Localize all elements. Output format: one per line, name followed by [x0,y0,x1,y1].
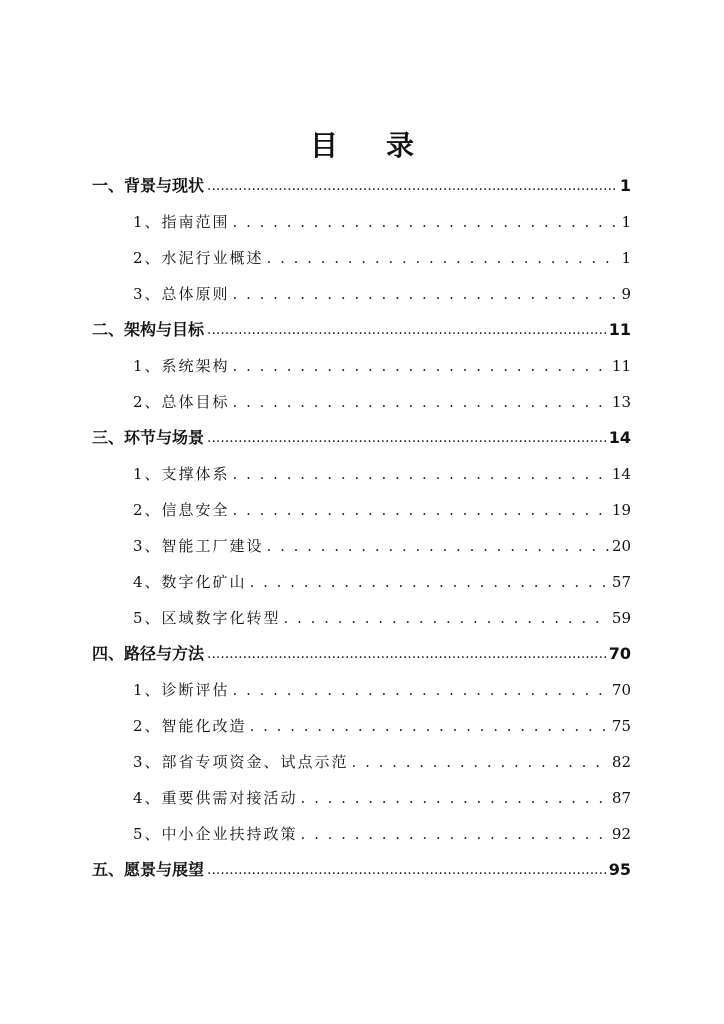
dot-leader [301,820,609,848]
toc-entry-subsection[interactable] [133,784,631,812]
toc-entry-label: 1、系统架构 [133,357,230,375]
toc-entry-subsection[interactable] [133,712,631,740]
dot-leader [207,639,606,668]
toc-entry-subsection[interactable] [133,496,631,524]
toc-entry-section-3[interactable] [92,424,631,452]
toc-entry-section-2[interactable] [92,316,631,344]
dot-leader [352,748,609,776]
toc-entry-page: 95 [608,860,631,879]
dot-leader [233,460,609,488]
toc-entry-page: 19 [611,501,631,519]
toc-entry-label: 3、智能工厂建设 [133,537,264,555]
toc-entry-label: 2、信息安全 [133,501,230,519]
toc-title-char: 录 [386,129,415,162]
toc-entry-label: 2、水泥行业概述 [133,249,264,267]
dot-leader [301,784,609,812]
toc-entry-subsection[interactable] [133,676,631,704]
toc-entry-label: 1、支撑体系 [133,465,230,483]
dot-leader [267,244,619,272]
toc-entry-label: 2、智能化改造 [133,717,247,735]
toc-entry-label: 三、环节与场景 [92,428,205,447]
toc-entry-subsection[interactable] [133,748,631,776]
dot-leader [233,676,609,704]
dot-leader [233,280,619,308]
toc-entry-label: 四、路径与方法 [92,644,205,663]
toc-entry-label: 一、背景与现状 [92,176,205,195]
toc-entry-page: 11 [608,320,631,339]
toc-entry-page: 82 [611,753,631,771]
toc-entry-page: 9 [621,285,631,303]
dot-leader [207,423,606,452]
toc-entry-label: 5、区域数字化转型 [133,609,281,627]
toc-entry-label: 1、诊断评估 [133,681,230,699]
toc-entry-page: 75 [611,717,631,735]
toc-entry-subsection[interactable] [133,460,631,488]
toc-entry-page: 92 [611,825,631,843]
toc-entry-page: 14 [608,428,631,447]
dot-leader [233,208,619,236]
toc-entry-label: 2、总体目标 [133,393,230,411]
toc-entry-page: 13 [611,393,631,411]
toc-entry-label: 5、中小企业扶持政策 [133,825,298,843]
dot-leader [284,604,609,632]
dot-leader [250,568,609,596]
toc-entry-page: 11 [611,357,631,375]
toc-entry-page: 57 [611,573,631,591]
toc-entry-label: 3、总体原则 [133,285,230,303]
toc-entry-page: 1 [619,176,631,195]
dot-leader [233,388,609,416]
toc-entry-subsection[interactable] [133,352,631,380]
toc-title [0,126,724,166]
toc-entry-label: 4、重要供需对接活动 [133,789,298,807]
toc-entry-page: 59 [611,609,631,627]
toc-entry-page: 87 [611,789,631,807]
toc-entry-section-1[interactable] [92,172,631,200]
dot-leader [207,855,606,884]
toc-entry-section-4[interactable] [92,640,631,668]
toc-entry-subsection[interactable] [133,244,631,272]
dot-leader [267,532,609,560]
toc-entry-page: 70 [608,644,631,663]
dot-leader [233,496,609,524]
toc-entry-subsection[interactable] [133,388,631,416]
toc-entry-subsection[interactable] [133,604,631,632]
toc-entry-subsection[interactable] [133,208,631,236]
toc-entry-page: 70 [611,681,631,699]
toc-entry-label: 五、愿景与展望 [92,860,205,879]
toc-entry-label: 4、数字化矿山 [133,573,247,591]
toc-entry-page: 14 [611,465,631,483]
toc-title-char: 目 [309,129,338,162]
dot-leader [250,712,609,740]
toc-entry-label: 二、架构与目标 [92,320,205,339]
toc-entry-subsection[interactable] [133,280,631,308]
dot-leader [207,315,606,344]
toc-entry-page: 1 [621,213,631,231]
toc-entry-subsection[interactable] [133,532,631,560]
toc-entry-section-5[interactable] [92,856,631,884]
dot-leader [233,352,609,380]
toc-entry-label: 3、部省专项资金、试点示范 [133,753,349,771]
toc-entry-page: 20 [611,537,631,555]
dot-leader [207,171,617,200]
toc-entry-label: 1、指南范围 [133,213,230,231]
toc-entry-page: 1 [621,249,631,267]
toc-entry-subsection[interactable] [133,820,631,848]
toc-entry-subsection[interactable] [133,568,631,596]
